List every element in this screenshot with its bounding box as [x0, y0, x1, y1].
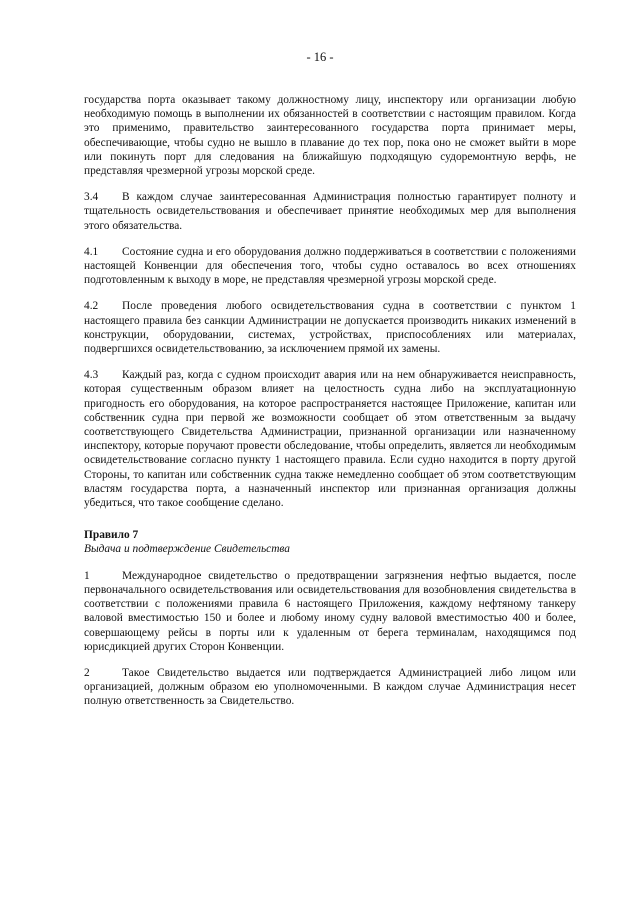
paragraph-number: 2: [84, 666, 90, 679]
page-number: - 16 -: [306, 50, 334, 64]
rule-paragraph-1: [84, 569, 576, 654]
paragraph-text: Состояние судна и его оборудования должно поддерживаться в соответствии с положениями настоящей Конвенции для обеспечения того, чтобы судно оставалось во всех отношениях подготовленным к выходу в море, не представляя чрезмерной угрозы морской среде.: [84, 245, 576, 287]
paragraph-number: 3.4: [84, 191, 99, 204]
paragraph-text: Каждый раз, когда с судном происходит авария или на нем обнаруживается неисправность, которая существенным образом влияет на целостность судна либо на эксплуатационную пригодность его оборудования, на которое распространяется настоящее Приложение, капитан или собственник судна при первой же возможности сообщает об этом ответственным за выдачу соответствующего Свидетельства Администрации, признанной организации или назначенному инспектору, которые поручают провести обследование, чтобы определить, является ли необходимым освидетельствование согласно пункту 1 настоящего правила. Если судно находится в порту другой Стороны, то капитан или собственник судна также немедленно сообщает об этом соответствующим властям государства порта, а назначенный инспектор или признанная организация должны убедиться, что такое сообщение сделано.: [84, 369, 576, 510]
paragraph-4-2: [84, 299, 576, 356]
rule-subtitle: Выдача и подтверждение Свидетельства: [84, 543, 290, 556]
paragraph-3-4: [84, 190, 576, 233]
paragraph-text: государства порта оказывает такому должностному лицу, инспектору или организации любую необходимую помощь в выполнении их обязанностей в соответствии с настоящим правилом. Когда это применимо, правительство заинтересованного государства порта принимает меры, обеспечивающие, чтобы судно не вышло в плавание до тех пор, пока оно не сможет выйти в море или покинуть порт для следования на ближайшую подходящую судоремонтную верфь, не представляя чрезмерной угрозы морской среде.: [84, 94, 576, 178]
rule-paragraph-2: [84, 666, 576, 709]
page-content: [84, 93, 576, 721]
paragraph-text: В каждом случае заинтересованная Администрация полностью гарантирует полноту и тщательность освидетельствования и обеспечивает принятие необходимых мер для выполнения этого обязательства.: [84, 191, 576, 232]
rule-title: Правило 7: [84, 529, 139, 542]
paragraph-text: После проведения любого освидетельствования судна в соответствии с пунктом 1 настоящего правила без санкции Администрации не допускается производить никаких изменений в конструкции, оборудовании, системах, устройствах, приспособлениях или материалах, подвергшихся освидетельствованию, за исключением прямой их замены.: [84, 300, 576, 356]
paragraph-number: 4.2: [84, 300, 99, 313]
paragraph-text: Такое Свидетельство выдается или подтверждается Администрацией либо лицом или организацией, должным образом ею уполномоченными. В каждом случае Администрация несет полную ответственность за Свидетельство.: [84, 666, 576, 708]
paragraph-text: Международное свидетельство о предотвращении загрязнения нефтью выдается, после первоначального освидетельствования или освидетельствования для возобновления свидетельства в соответствии с положениями правила 6 настоящего Приложения, каждому нефтяному танкеру валовой вместимостью 150 и более и любому иному судну валовой вместимостью 400 и более, совершающему рейсы в порты или к удаленным от берега терминалам, находящимся под юрисдикцией других Сторон Конвенции.: [84, 569, 576, 653]
paragraph-number: 4.1: [84, 245, 99, 258]
paragraph-number: 4.3: [84, 369, 99, 382]
paragraph-continuation: [84, 93, 576, 178]
paragraph-4-1: [84, 245, 576, 288]
paragraph-4-3: [84, 368, 576, 510]
paragraph-number: 1: [84, 569, 90, 582]
